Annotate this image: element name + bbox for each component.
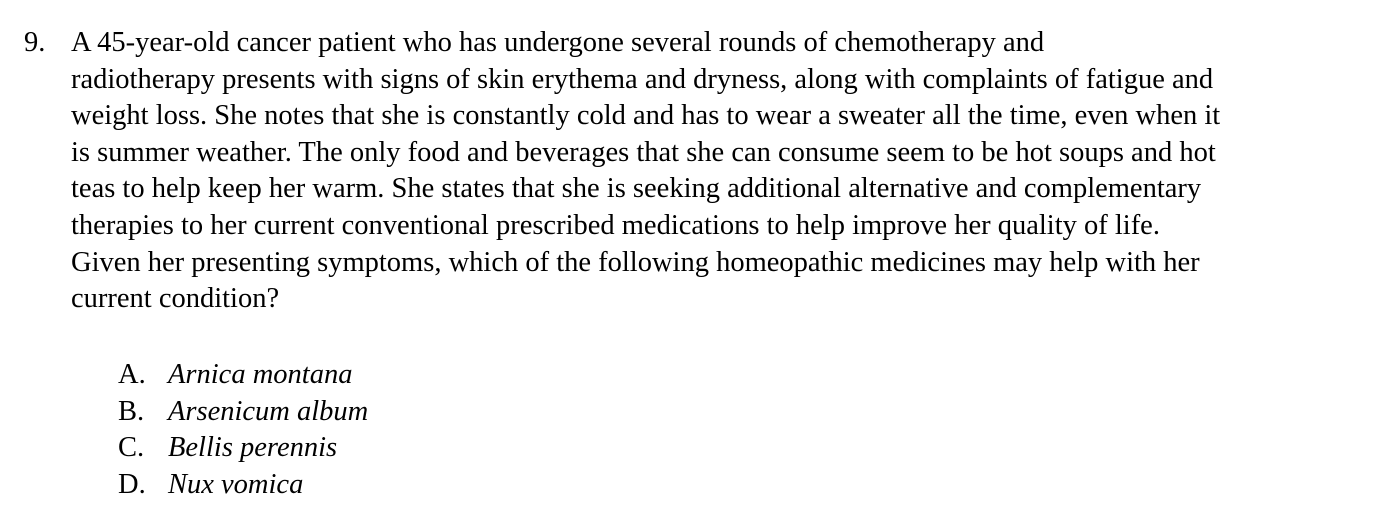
question-stem-line: is summer weather. The only food and beverages that she can consume seem to be hot soups and hot — [71, 136, 1216, 168]
option-letter: D. — [118, 468, 146, 500]
question-stem-line: therapies to her current conventional prescribed medications to help improve her quality of life. — [71, 209, 1160, 241]
option-text: Arsenicum album — [168, 395, 369, 427]
question-stem-line: A 45-year-old cancer patient who has undergone several rounds of chemotherapy and — [71, 27, 1045, 58]
question-number: 9. — [24, 27, 46, 58]
option-letter: B. — [118, 395, 145, 427]
question-stem-line: current condition? — [71, 283, 280, 315]
option-letter: A. — [118, 359, 146, 390]
option-text: Arnica montana — [168, 359, 353, 390]
option-text: Nux vomica — [168, 468, 304, 500]
option-text: Bellis perennis — [168, 432, 338, 464]
question-stem-line: Given her presenting symptoms, which of the following homeopathic medicines may help with her — [71, 246, 1200, 278]
question-stem-line: radiotherapy presents with signs of skin erythema and dryness, along with complaints of fatigue and — [71, 63, 1214, 95]
option-letter: C. — [118, 432, 145, 464]
question-stem — [71, 25, 1371, 318]
question-stem-line: weight loss. She notes that she is constantly cold and has to wear a sweater all the time, even when it — [71, 100, 1221, 132]
question-stem-line: teas to help keep her warm. She states that she is seeking additional alternative and complementary — [71, 173, 1202, 205]
